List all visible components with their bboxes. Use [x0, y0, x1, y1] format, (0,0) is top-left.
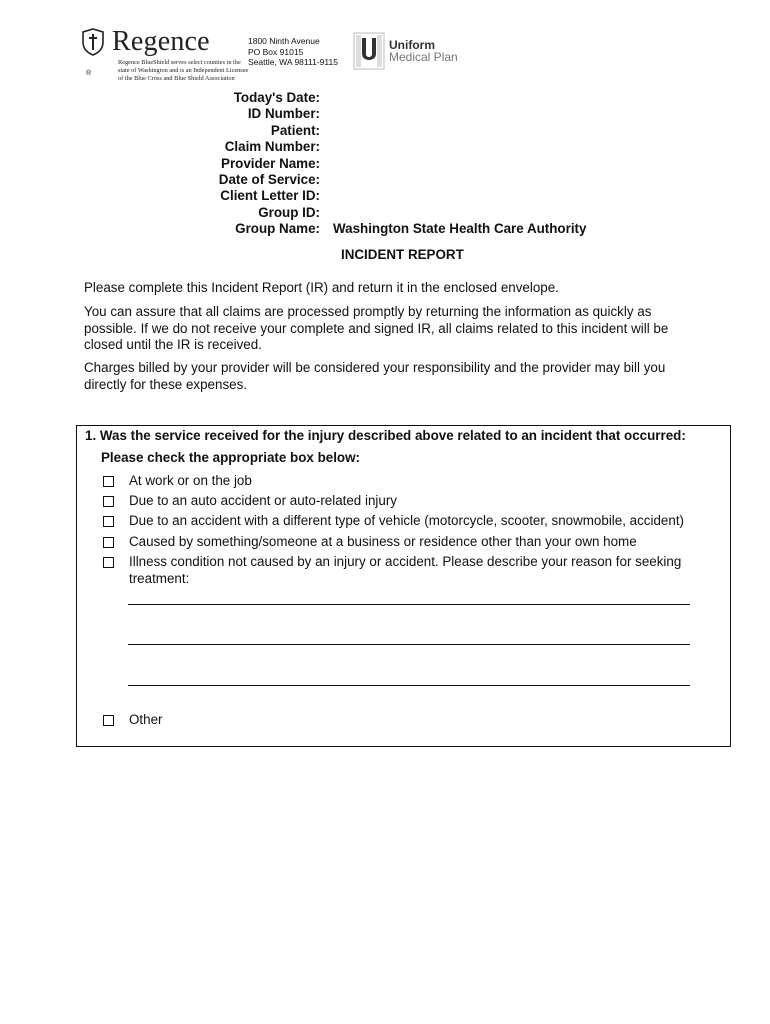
info-row: [150, 106, 770, 122]
instruction-paragraph: You can assure that all claims are processed promptly by returning the information as quickly as possible. If we do not receive your complete and signed IR, all claims related to this incident will be closed until the IR is received.: [84, 304, 669, 353]
checkbox-business-residence[interactable]: [103, 537, 114, 548]
info-label: Date of Service:: [218, 171, 320, 187]
question-instruction: Please check the appropriate box below:: [101, 450, 360, 465]
info-label: Patient:: [270, 122, 320, 138]
info-label: Client Letter ID:: [220, 188, 320, 204]
instruction-paragraph: Please complete this Incident Report (IR) and return it in the enclosed envelope.: [84, 280, 559, 295]
option-label: Caused by something/someone at a business or residence other than your own home: [129, 534, 637, 549]
checkbox-work[interactable]: [103, 476, 114, 487]
info-label: Today's Date:: [233, 90, 320, 105]
option-label: Due to an accident with a different type of vehicle (motorcycle, scooter, snowmobile, accident): [129, 513, 684, 528]
address-line: Seattle, WA 98111-9115: [248, 57, 338, 67]
address-line: 1800 Ninth Avenue: [248, 36, 320, 46]
info-row: [150, 172, 770, 188]
mailing-address: [248, 36, 338, 68]
plan-name-line1: Uniform: [389, 38, 435, 52]
info-row: [150, 123, 770, 139]
info-label: ID Number:: [247, 106, 320, 122]
brand-disclaimer: Regence BlueShield serves select counties in the state of Washington and is an Independent Licensee of the Blue Cross and Blue Shield Association: [118, 59, 249, 82]
uniform-medical-plan-logo: [353, 32, 463, 72]
info-label: Provider Name:: [221, 155, 320, 171]
checkbox-illness[interactable]: [103, 557, 114, 568]
info-row: [150, 90, 770, 106]
question-title: 1. Was the service received for the injury described above related to an incident that occurred:: [85, 428, 686, 443]
info-row: [150, 156, 770, 172]
option-label: Due to an auto accident or auto-related injury: [129, 493, 397, 508]
shield-icon: [82, 28, 104, 56]
info-row: [150, 139, 770, 155]
instruction-paragraph: Charges billed by your provider will be considered your responsibility and the provider may bill you directly for these expenses.: [84, 360, 666, 392]
description-line-3[interactable]: [128, 685, 690, 686]
info-row: [150, 221, 770, 237]
claim-info: [150, 90, 770, 238]
description-line-2[interactable]: [128, 644, 690, 645]
info-row: [150, 188, 770, 204]
option-label: Other: [129, 712, 163, 727]
registered-mark: ®: [86, 70, 92, 77]
info-label: Group Name:: [235, 221, 320, 237]
checkbox-other[interactable]: [103, 715, 114, 726]
incident-question-box: [76, 425, 731, 747]
regence-logo: [82, 26, 249, 90]
brand-name: Regence: [112, 26, 210, 57]
ump-u-icon: [353, 32, 385, 70]
checkbox-auto-accident[interactable]: [103, 496, 114, 507]
address-line: PO Box 91015: [248, 46, 304, 57]
option-label: At work or on the job: [129, 473, 252, 488]
page-title: INCIDENT REPORT: [341, 247, 464, 262]
info-label: Claim Number:: [224, 139, 320, 155]
group-name-value: Washington State Health Care Authority: [333, 221, 587, 237]
info-row: [150, 205, 770, 221]
checkbox-other-vehicle[interactable]: [103, 516, 114, 527]
info-label: Group ID:: [258, 204, 320, 220]
description-line-1[interactable]: [128, 604, 690, 605]
option-label: Illness condition not caused by an injury or accident. Please describe your reason for seeking treatment:: [129, 554, 682, 586]
plan-name-line2: Medical Plan: [389, 50, 458, 64]
